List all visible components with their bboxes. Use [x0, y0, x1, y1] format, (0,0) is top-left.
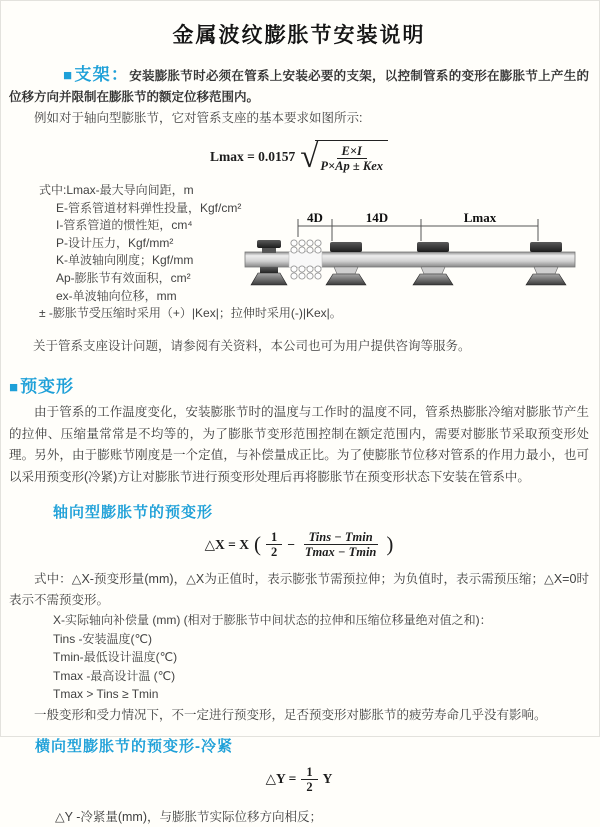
definition-line: Ap-膨胀节有效面积，cm² — [56, 270, 191, 285]
predeform-heading-label: 预变形 — [20, 377, 75, 396]
axial-subheading: 轴向型膨胀节的预变形 — [53, 504, 214, 521]
support-heading-label: 支架： — [74, 65, 130, 84]
fraction-denominator: Tmax − Tmin — [304, 545, 377, 559]
axial-note: 一般变形和受力情况下，不一定进行预变形，足否预变形对膨胀节的疲劳寿命几乎没有影响。 — [34, 707, 547, 722]
definition-line: P-设计压力，Kgf/mm² — [56, 235, 174, 250]
lmax-fraction — [315, 144, 388, 173]
definition-line: K-单波轴向刚度；Kgf/mm — [56, 253, 194, 268]
blue-square-icon: ■ — [9, 379, 20, 396]
bellows — [289, 240, 322, 279]
half-fraction — [266, 530, 282, 559]
page-title: 金属波纹膨胀节安装说明 — [172, 24, 426, 47]
radical-sign-icon: √ — [300, 139, 319, 176]
definition-line: Tins -安装温度(℃) — [53, 631, 153, 646]
dimension-lines — [298, 219, 538, 241]
dim-label-4d: 4D — [307, 210, 323, 225]
close-paren: ) — [386, 532, 394, 556]
fraction-numerator: E×I — [337, 144, 367, 159]
formula-lhs: △Y = — [265, 771, 297, 787]
pipe-support-diagram — [241, 210, 586, 307]
formula-lhs: Lmax = 0.0157 — [209, 148, 296, 164]
predeform-section-heading — [9, 372, 589, 397]
half-fraction — [301, 765, 317, 794]
axial-formula — [9, 530, 589, 559]
definition-line: Tmin-最低设计温度(℃) — [53, 650, 178, 665]
fraction-numerator: Tins − Tmin — [304, 530, 378, 545]
support-section-heading — [63, 65, 129, 84]
definition-line: X-实际轴向补偿量 (mm) (相对于膨胀节中间状态的拉伸和压缩位移量绝对值之和)： — [53, 613, 492, 627]
open-paren: ( — [253, 532, 261, 556]
lateral-note: △Y -冷紧量(mm)，与膨胀节实际位移方向相反； — [55, 809, 323, 824]
support-intro-text: 安装膨胀节时必须在管系上安装必要的支架，以控制管系的变形在膨胀节上产生的位移方向并限制在膨胀节的额定位移范围内。 — [9, 69, 589, 104]
definition-line: I-管系管道的惯性矩，cm⁴ — [56, 218, 193, 233]
definition-line: ± -膨胀节受压缩时采用（+）|Kex|；拉伸时采用(-)|Kex|。 — [39, 306, 342, 321]
support-definitions — [9, 182, 589, 332]
definition-line: Tmax -最高设计温 (℃) — [53, 668, 176, 683]
formula-rhs: Y — [322, 771, 333, 787]
predeform-body: 由于管系的工作温度变化，安装膨胀节时的温度与工作时的温度不同，管系热膨胀冷缩对膨胀节产生的拉伸、压缩量常常是不均等的，为了膨胀节变形范围控制在额定范围内，需要对膨胀节采取预变形处理。另外，由于膨账节刚度是一个定值，与补偿量成正比。为了使膨胀节位移对管系的作用力最小，也可以采用预变形(冷紧)方让对膨胀节进行预变形处理后再将膨胀节在预变形状态下安装在管系中。 — [9, 405, 589, 484]
definition-line: 式中:Lmax-最大导向间距，m — [39, 183, 194, 197]
blue-square-icon: ■ — [63, 67, 74, 84]
support-section-intro — [9, 64, 589, 108]
dim-label-14d: 14D — [365, 210, 389, 225]
dim-label-lmax: Lmax — [463, 210, 497, 225]
fraction-numerator: 1 — [266, 530, 282, 545]
lateral-subheading: 横向型膨胀节的预变形-冷紧 — [35, 737, 233, 755]
radicand — [315, 140, 388, 173]
axial-definitions — [9, 611, 589, 704]
definition-line: ex-单波轴向位移，mm — [56, 288, 177, 303]
fraction-denominator: 2 — [306, 779, 313, 794]
lmax-formula — [9, 139, 589, 176]
temperature-fraction — [300, 530, 381, 559]
fraction-denominator: P×Ap ± Kex — [320, 159, 384, 173]
service-note: 关于管系支座设计问题，请参阅有关资料，本公司也可为用户提供咨询等服务。 — [33, 339, 471, 353]
fraction-denominator: 2 — [270, 545, 278, 559]
definition-line: E-管系管道材料弹性投量，Kgf/cm² — [56, 200, 242, 215]
fraction-numerator: 1 — [301, 765, 317, 780]
radical-expression — [300, 139, 388, 176]
document-page — [1, 1, 599, 824]
definition-line: Tmax > Tins ≥ Tmin — [53, 687, 159, 702]
lateral-formula — [9, 765, 589, 794]
support-example-line: 例如对于轴向型膨胀节，它对管系支座的基本要求如图所示: — [34, 111, 363, 125]
axial-explain: 式中：△X-预变形量(mm)，△X为正值时，表示膨张节需预拉伸；为负值时，表示需预压缩；△X=0时表示不需预变形。 — [9, 572, 589, 607]
minus-sign: − — [287, 536, 295, 552]
formula-lhs: △X = X — [204, 536, 249, 552]
